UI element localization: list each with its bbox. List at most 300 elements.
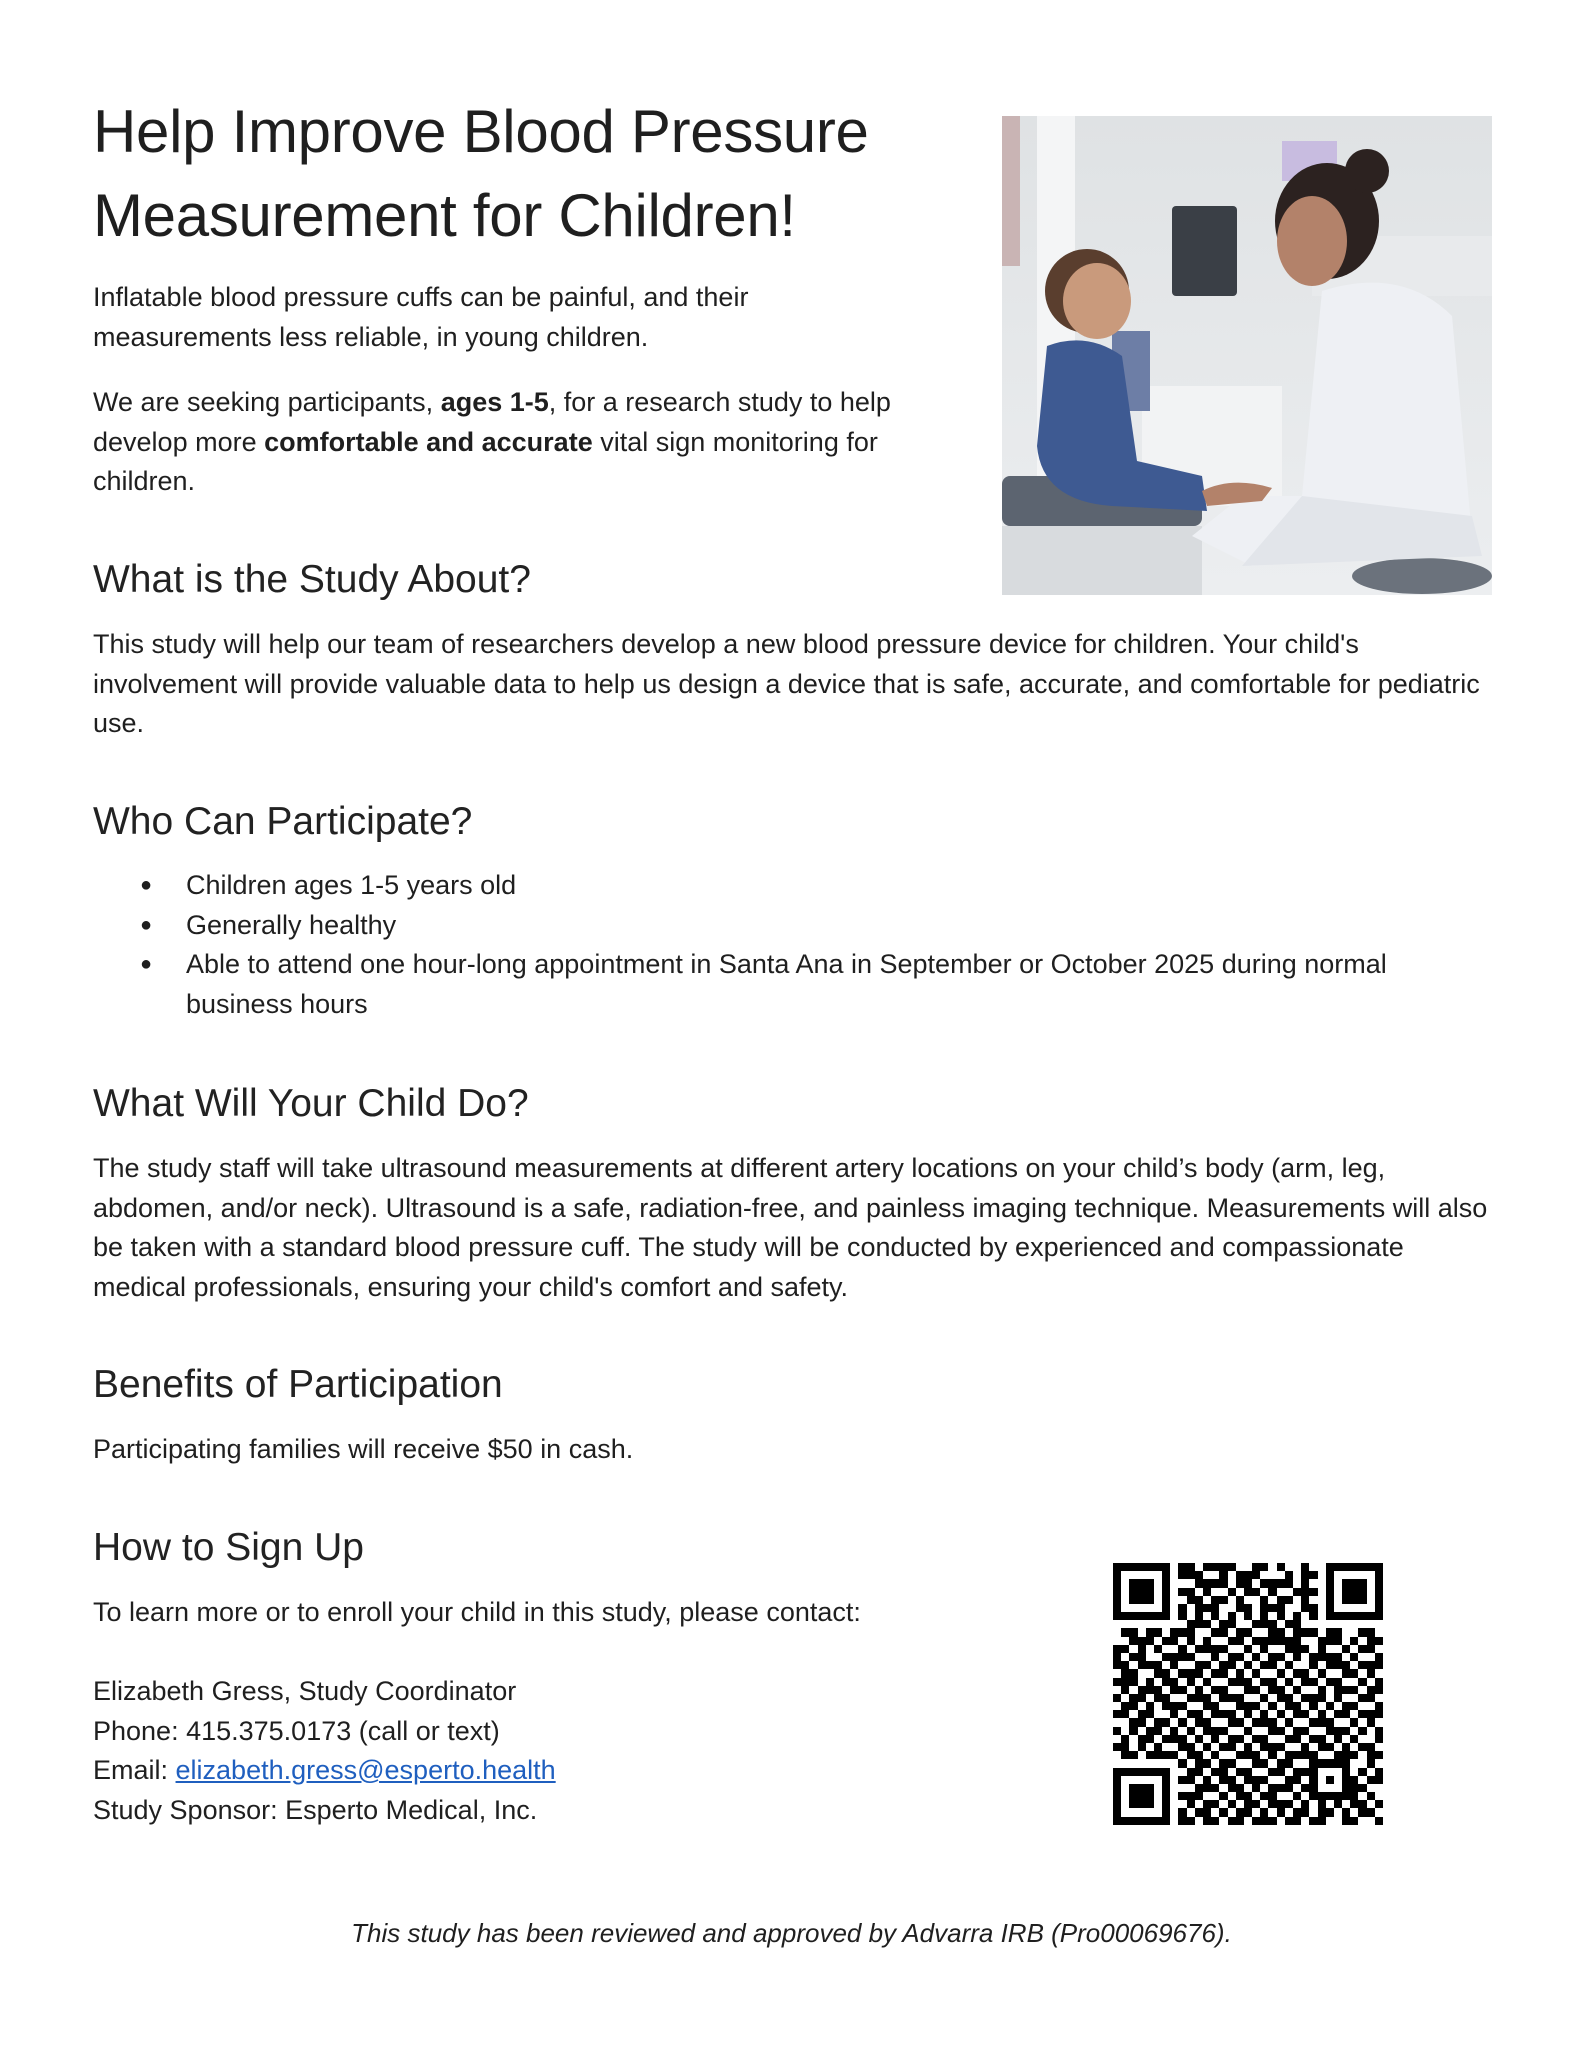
qr-module xyxy=(1301,1817,1309,1825)
qr-module xyxy=(1334,1669,1342,1677)
qr-module xyxy=(1187,1751,1195,1759)
qr-module xyxy=(1358,1710,1366,1718)
qr-module xyxy=(1138,1620,1146,1628)
qr-module xyxy=(1358,1661,1366,1669)
qr-module xyxy=(1236,1620,1244,1628)
qr-module xyxy=(1326,1661,1334,1669)
qr-module xyxy=(1350,1817,1358,1825)
bullet-icon: ● xyxy=(140,874,153,896)
qr-module xyxy=(1293,1628,1301,1636)
qr-module xyxy=(1301,1718,1309,1726)
qr-module xyxy=(1260,1612,1268,1620)
qr-module xyxy=(1228,1653,1236,1661)
qr-module xyxy=(1301,1678,1309,1686)
qr-module xyxy=(1326,1612,1334,1620)
qr-module xyxy=(1244,1686,1252,1694)
qr-module xyxy=(1154,1768,1162,1776)
qr-module xyxy=(1358,1653,1366,1661)
qr-module xyxy=(1162,1776,1170,1784)
qr-module xyxy=(1334,1718,1342,1726)
qr-module xyxy=(1236,1596,1244,1604)
qr-module xyxy=(1170,1776,1178,1784)
qr-module xyxy=(1203,1579,1211,1587)
qr-module xyxy=(1146,1751,1154,1759)
qr-module xyxy=(1260,1825,1268,1833)
qr-module xyxy=(1170,1743,1178,1751)
qr-module xyxy=(1178,1604,1186,1612)
qr-module xyxy=(1138,1727,1146,1735)
qr-module xyxy=(1342,1743,1350,1751)
qr-module xyxy=(1334,1759,1342,1767)
qr-module xyxy=(1326,1718,1334,1726)
qr-module xyxy=(1170,1694,1178,1702)
qr-module xyxy=(1350,1579,1358,1587)
qr-module xyxy=(1260,1808,1268,1816)
qr-module xyxy=(1170,1645,1178,1653)
qr-module xyxy=(1318,1678,1326,1686)
qr-module xyxy=(1236,1784,1244,1792)
qr-module xyxy=(1129,1702,1137,1710)
qr-module xyxy=(1113,1784,1121,1792)
qr-module xyxy=(1268,1588,1276,1596)
qr-module xyxy=(1268,1661,1276,1669)
qr-module xyxy=(1318,1661,1326,1669)
qr-module xyxy=(1342,1612,1350,1620)
qr-module xyxy=(1277,1579,1285,1587)
qr-module xyxy=(1318,1702,1326,1710)
qr-module xyxy=(1187,1686,1195,1694)
qr-module xyxy=(1121,1563,1129,1571)
qr-module xyxy=(1268,1727,1276,1735)
qr-module xyxy=(1252,1800,1260,1808)
qr-module xyxy=(1342,1571,1350,1579)
qr-module xyxy=(1129,1620,1137,1628)
qr-module xyxy=(1228,1808,1236,1816)
qr-module xyxy=(1367,1612,1375,1620)
qr-module xyxy=(1129,1768,1137,1776)
qr-module xyxy=(1138,1612,1146,1620)
qr-module xyxy=(1301,1776,1309,1784)
qr-module xyxy=(1138,1710,1146,1718)
qr-module xyxy=(1301,1628,1309,1636)
qr-module xyxy=(1228,1661,1236,1669)
qr-code-icon[interactable] xyxy=(1113,1563,1383,1833)
qr-module xyxy=(1178,1817,1186,1825)
qr-module xyxy=(1146,1727,1154,1735)
qr-module xyxy=(1138,1653,1146,1661)
qr-module xyxy=(1195,1678,1203,1686)
qr-module xyxy=(1260,1686,1268,1694)
qr-module xyxy=(1113,1678,1121,1686)
section-heading-about: What is the Study About? xyxy=(93,558,531,601)
qr-module xyxy=(1350,1702,1358,1710)
qr-module xyxy=(1301,1669,1309,1677)
qr-module xyxy=(1195,1800,1203,1808)
qr-module xyxy=(1318,1817,1326,1825)
qr-module xyxy=(1309,1817,1317,1825)
qr-module xyxy=(1113,1710,1121,1718)
qr-module xyxy=(1334,1571,1342,1579)
qr-module xyxy=(1219,1637,1227,1645)
qr-module xyxy=(1228,1710,1236,1718)
qr-module xyxy=(1326,1628,1334,1636)
qr-module xyxy=(1146,1669,1154,1677)
qr-module xyxy=(1146,1653,1154,1661)
qr-module xyxy=(1375,1661,1383,1669)
qr-module xyxy=(1301,1637,1309,1645)
qr-module xyxy=(1146,1588,1154,1596)
qr-module xyxy=(1187,1735,1195,1743)
qr-module xyxy=(1203,1620,1211,1628)
phone-number[interactable]: 415.375.0173 (call or text) xyxy=(186,1715,500,1746)
qr-module xyxy=(1277,1612,1285,1620)
qr-module xyxy=(1342,1579,1350,1587)
qr-module xyxy=(1350,1612,1358,1620)
qr-module xyxy=(1113,1645,1121,1653)
qr-module xyxy=(1367,1645,1375,1653)
qr-module xyxy=(1121,1628,1129,1636)
qr-module xyxy=(1260,1800,1268,1808)
qr-module xyxy=(1342,1768,1350,1776)
qr-module xyxy=(1219,1800,1227,1808)
qr-module xyxy=(1162,1686,1170,1694)
qr-module xyxy=(1195,1694,1203,1702)
qr-module xyxy=(1293,1678,1301,1686)
qr-module xyxy=(1195,1588,1203,1596)
qr-module xyxy=(1219,1596,1227,1604)
qr-module xyxy=(1326,1678,1334,1686)
qr-module xyxy=(1219,1604,1227,1612)
qr-module xyxy=(1170,1637,1178,1645)
email-link[interactable]: elizabeth.gress@esperto.health xyxy=(175,1755,556,1785)
qr-module xyxy=(1326,1604,1334,1612)
qr-module xyxy=(1187,1637,1195,1645)
age-range-emphasis: ages 1-5 xyxy=(440,387,549,417)
qr-module xyxy=(1162,1604,1170,1612)
qr-module xyxy=(1358,1751,1366,1759)
qr-module xyxy=(1121,1571,1129,1579)
qr-module xyxy=(1203,1637,1211,1645)
qr-module xyxy=(1334,1727,1342,1735)
qr-module xyxy=(1285,1686,1293,1694)
qr-module xyxy=(1358,1588,1366,1596)
qr-module xyxy=(1113,1694,1121,1702)
qr-module xyxy=(1236,1710,1244,1718)
qr-module xyxy=(1301,1800,1309,1808)
qr-module xyxy=(1358,1694,1366,1702)
qr-module xyxy=(1252,1694,1260,1702)
qr-module xyxy=(1318,1784,1326,1792)
qr-module xyxy=(1367,1604,1375,1612)
qr-module xyxy=(1334,1596,1342,1604)
qr-module xyxy=(1162,1596,1170,1604)
qr-module xyxy=(1203,1727,1211,1735)
qr-module xyxy=(1162,1710,1170,1718)
qr-module xyxy=(1203,1661,1211,1669)
qr-module xyxy=(1219,1620,1227,1628)
qr-module xyxy=(1326,1784,1334,1792)
qr-module xyxy=(1228,1678,1236,1686)
qr-module xyxy=(1162,1759,1170,1767)
qr-module xyxy=(1358,1604,1366,1612)
qr-module xyxy=(1244,1743,1252,1751)
qr-module xyxy=(1268,1628,1276,1636)
qr-module xyxy=(1187,1718,1195,1726)
qr-module xyxy=(1211,1571,1219,1579)
qr-module xyxy=(1195,1612,1203,1620)
qr-module xyxy=(1228,1825,1236,1833)
qr-module xyxy=(1170,1612,1178,1620)
qr-module xyxy=(1203,1694,1211,1702)
qr-module xyxy=(1219,1743,1227,1751)
intro-text: vital sign monitoring for children. xyxy=(93,426,878,496)
qr-module xyxy=(1367,1661,1375,1669)
qr-module xyxy=(1162,1678,1170,1686)
qr-module xyxy=(1113,1661,1121,1669)
qr-module xyxy=(1350,1661,1358,1669)
list-item xyxy=(93,866,1463,906)
qr-module xyxy=(1326,1686,1334,1694)
qr-module xyxy=(1277,1825,1285,1833)
qr-module xyxy=(1318,1563,1326,1571)
qr-module xyxy=(1236,1653,1244,1661)
qr-module xyxy=(1334,1604,1342,1612)
qr-module xyxy=(1219,1628,1227,1636)
qr-module xyxy=(1375,1563,1383,1571)
qr-module xyxy=(1318,1612,1326,1620)
qr-module xyxy=(1244,1661,1252,1669)
qr-module xyxy=(1211,1792,1219,1800)
contact-block xyxy=(93,1672,556,1830)
qr-module xyxy=(1211,1759,1219,1767)
qr-module xyxy=(1170,1768,1178,1776)
qr-module xyxy=(1195,1718,1203,1726)
qr-module xyxy=(1342,1784,1350,1792)
qr-module xyxy=(1342,1628,1350,1636)
qr-module xyxy=(1268,1784,1276,1792)
qr-module xyxy=(1293,1743,1301,1751)
qr-module xyxy=(1301,1686,1309,1694)
qr-module xyxy=(1285,1628,1293,1636)
qr-module xyxy=(1170,1710,1178,1718)
qr-module xyxy=(1113,1718,1121,1726)
qr-module xyxy=(1367,1759,1375,1767)
qr-module xyxy=(1146,1710,1154,1718)
qr-module xyxy=(1285,1743,1293,1751)
qr-module xyxy=(1277,1702,1285,1710)
qr-module xyxy=(1170,1735,1178,1743)
qr-module xyxy=(1285,1678,1293,1686)
qr-module xyxy=(1121,1637,1129,1645)
qr-module xyxy=(1342,1817,1350,1825)
qr-module xyxy=(1138,1628,1146,1636)
qr-module xyxy=(1334,1588,1342,1596)
qr-module xyxy=(1334,1620,1342,1628)
qr-module xyxy=(1162,1661,1170,1669)
qr-module xyxy=(1162,1620,1170,1628)
qr-module xyxy=(1187,1702,1195,1710)
qr-module xyxy=(1154,1751,1162,1759)
qr-module xyxy=(1375,1792,1383,1800)
qr-module xyxy=(1129,1596,1137,1604)
qr-module xyxy=(1162,1628,1170,1636)
qr-module xyxy=(1170,1563,1178,1571)
what-body: The study staff will take ultrasound measurements at different artery locations on your child’s body (arm, leg, abdomen, and/or neck). Ultrasound is a safe, radiation-free, and painless imaging technique. Measurements will also be taken with a standard blood pressure cuff. The study will be conducted by experienced and compassionate medical professionals, ensuring your child's comfort and safety. xyxy=(93,1153,1488,1302)
qr-module xyxy=(1375,1727,1383,1735)
qr-module xyxy=(1113,1628,1121,1636)
qr-module xyxy=(1326,1694,1334,1702)
qr-module xyxy=(1268,1800,1276,1808)
qr-module xyxy=(1367,1735,1375,1743)
qr-module xyxy=(1285,1612,1293,1620)
qr-module xyxy=(1203,1817,1211,1825)
study-sponsor: Study Sponsor: Esperto Medical, Inc. xyxy=(93,1794,538,1825)
qr-module xyxy=(1129,1645,1137,1653)
qr-module xyxy=(1187,1817,1195,1825)
qr-module xyxy=(1195,1817,1203,1825)
qr-module xyxy=(1326,1727,1334,1735)
qr-module xyxy=(1219,1751,1227,1759)
qr-module xyxy=(1326,1710,1334,1718)
qr-module xyxy=(1285,1669,1293,1677)
qr-module xyxy=(1146,1628,1154,1636)
qr-module xyxy=(1334,1784,1342,1792)
qr-module xyxy=(1301,1579,1309,1587)
qr-module xyxy=(1367,1727,1375,1735)
qr-module xyxy=(1121,1776,1129,1784)
qr-module xyxy=(1178,1694,1186,1702)
qr-module xyxy=(1195,1579,1203,1587)
qr-module xyxy=(1162,1817,1170,1825)
qr-module xyxy=(1268,1768,1276,1776)
qr-module xyxy=(1187,1588,1195,1596)
qr-module xyxy=(1146,1808,1154,1816)
qr-module xyxy=(1244,1653,1252,1661)
qr-module xyxy=(1293,1800,1301,1808)
qr-module xyxy=(1293,1768,1301,1776)
qr-module xyxy=(1187,1612,1195,1620)
qr-module xyxy=(1236,1694,1244,1702)
qr-module xyxy=(1268,1596,1276,1604)
qr-module xyxy=(1375,1743,1383,1751)
qr-module xyxy=(1203,1686,1211,1694)
qr-module xyxy=(1285,1800,1293,1808)
qr-module xyxy=(1326,1702,1334,1710)
qr-module xyxy=(1162,1669,1170,1677)
qr-module xyxy=(1318,1800,1326,1808)
qr-module xyxy=(1154,1686,1162,1694)
qr-module xyxy=(1203,1718,1211,1726)
qr-module xyxy=(1285,1563,1293,1571)
qr-module xyxy=(1129,1825,1137,1833)
qr-module xyxy=(1162,1645,1170,1653)
qr-module xyxy=(1285,1596,1293,1604)
qr-module xyxy=(1187,1800,1195,1808)
qr-module xyxy=(1195,1759,1203,1767)
qr-module xyxy=(1129,1653,1137,1661)
qr-module xyxy=(1375,1653,1383,1661)
qr-module xyxy=(1113,1669,1121,1677)
section-heading-what: What Will Your Child Do? xyxy=(93,1082,529,1125)
qr-module xyxy=(1318,1751,1326,1759)
qr-module xyxy=(1228,1637,1236,1645)
qr-module xyxy=(1252,1743,1260,1751)
qr-module xyxy=(1138,1645,1146,1653)
qr-module xyxy=(1260,1784,1268,1792)
qr-module xyxy=(1170,1792,1178,1800)
qr-module xyxy=(1252,1776,1260,1784)
qr-module xyxy=(1211,1661,1219,1669)
qr-module xyxy=(1244,1645,1252,1653)
qr-module xyxy=(1195,1596,1203,1604)
qr-module xyxy=(1146,1759,1154,1767)
qr-module xyxy=(1309,1653,1317,1661)
qr-module xyxy=(1358,1800,1366,1808)
qr-module xyxy=(1252,1579,1260,1587)
qr-module xyxy=(1318,1792,1326,1800)
qr-module xyxy=(1162,1588,1170,1596)
qr-module xyxy=(1228,1571,1236,1579)
qr-module xyxy=(1358,1628,1366,1636)
qr-module xyxy=(1236,1702,1244,1710)
qr-module xyxy=(1121,1808,1129,1816)
title-line-2: Measurement for Children! xyxy=(93,182,796,249)
qr-module xyxy=(1277,1694,1285,1702)
qr-module xyxy=(1309,1588,1317,1596)
qr-module xyxy=(1268,1653,1276,1661)
qr-module xyxy=(1154,1596,1162,1604)
qr-module xyxy=(1252,1678,1260,1686)
qr-module xyxy=(1236,1718,1244,1726)
comfort-accuracy-emphasis: comfortable and accurate xyxy=(264,426,593,457)
qr-module xyxy=(1309,1776,1317,1784)
qr-module xyxy=(1170,1727,1178,1735)
qr-module xyxy=(1211,1817,1219,1825)
eligibility-item-text: Generally healthy xyxy=(186,909,397,940)
qr-module xyxy=(1236,1637,1244,1645)
qr-module xyxy=(1244,1718,1252,1726)
qr-module xyxy=(1211,1768,1219,1776)
qr-module xyxy=(1162,1653,1170,1661)
qr-module xyxy=(1375,1620,1383,1628)
qr-module xyxy=(1285,1710,1293,1718)
qr-module xyxy=(1318,1718,1326,1726)
qr-module xyxy=(1219,1776,1227,1784)
intro-text: , for a research study to help develop more xyxy=(93,387,891,457)
qr-module xyxy=(1350,1743,1358,1751)
qr-module xyxy=(1129,1743,1137,1751)
qr-module xyxy=(1375,1588,1383,1596)
qr-module xyxy=(1138,1768,1146,1776)
qr-module xyxy=(1326,1776,1334,1784)
qr-module xyxy=(1358,1686,1366,1694)
qr-module xyxy=(1113,1751,1121,1759)
qr-module xyxy=(1268,1776,1276,1784)
qr-module xyxy=(1350,1637,1358,1645)
qr-module xyxy=(1252,1637,1260,1645)
qr-module xyxy=(1228,1612,1236,1620)
qr-module xyxy=(1219,1678,1227,1686)
qr-module xyxy=(1309,1563,1317,1571)
qr-module xyxy=(1277,1768,1285,1776)
qr-module xyxy=(1358,1620,1366,1628)
qr-module xyxy=(1350,1588,1358,1596)
qr-module xyxy=(1367,1596,1375,1604)
qr-module xyxy=(1268,1735,1276,1743)
qr-module xyxy=(1342,1686,1350,1694)
qr-module xyxy=(1113,1776,1121,1784)
qr-module xyxy=(1318,1579,1326,1587)
